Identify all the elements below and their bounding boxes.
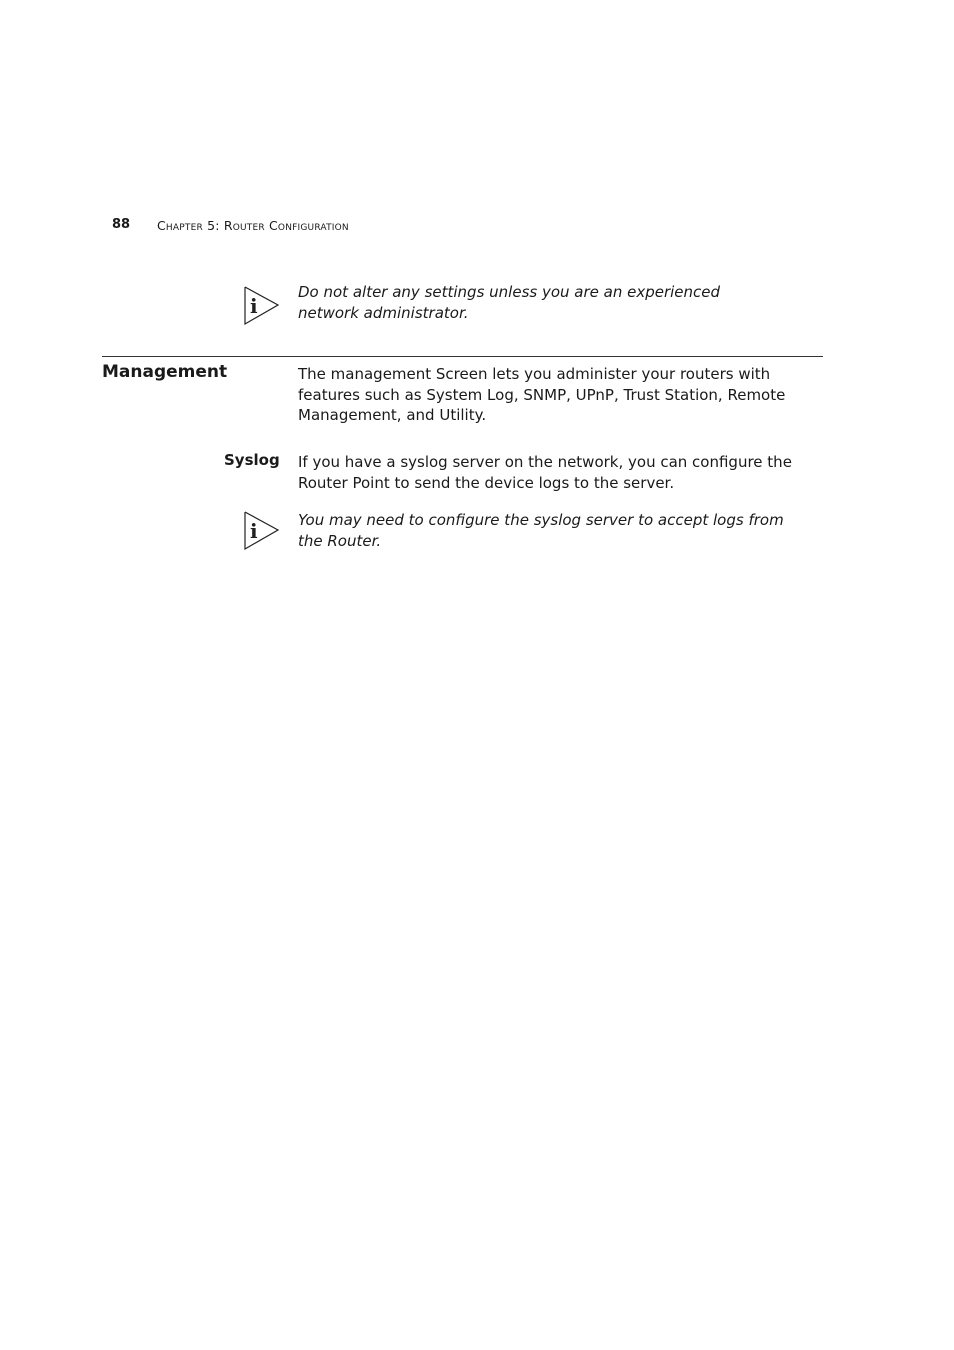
section-divider [102, 356, 823, 357]
note-text: You may need to configure the syslog server to accept logs from the Router. [298, 511, 784, 550]
info-note-icon [244, 286, 280, 330]
svg-text:i: i [250, 519, 258, 543]
svg-text:i: i [250, 294, 258, 318]
note-text: Do not alter any settings unless you are an experienced network administrator. [298, 283, 721, 322]
running-head: Chapter 5: Router Configuration [157, 218, 349, 233]
info-note-icon [244, 511, 280, 555]
syslog-body: If you have a syslog server on the network, you can configure the Router Point to send the device logs to the server. [298, 453, 792, 492]
management-body: The management Screen lets you administer your routers with features such as System Log, SNMP, UPnP, Trust Station, Remote Management, and Utility. [298, 365, 786, 424]
section-heading-management: Management [102, 362, 228, 382]
page-number: 88 [112, 217, 131, 232]
subsection-heading-syslog: Syslog [224, 451, 280, 469]
